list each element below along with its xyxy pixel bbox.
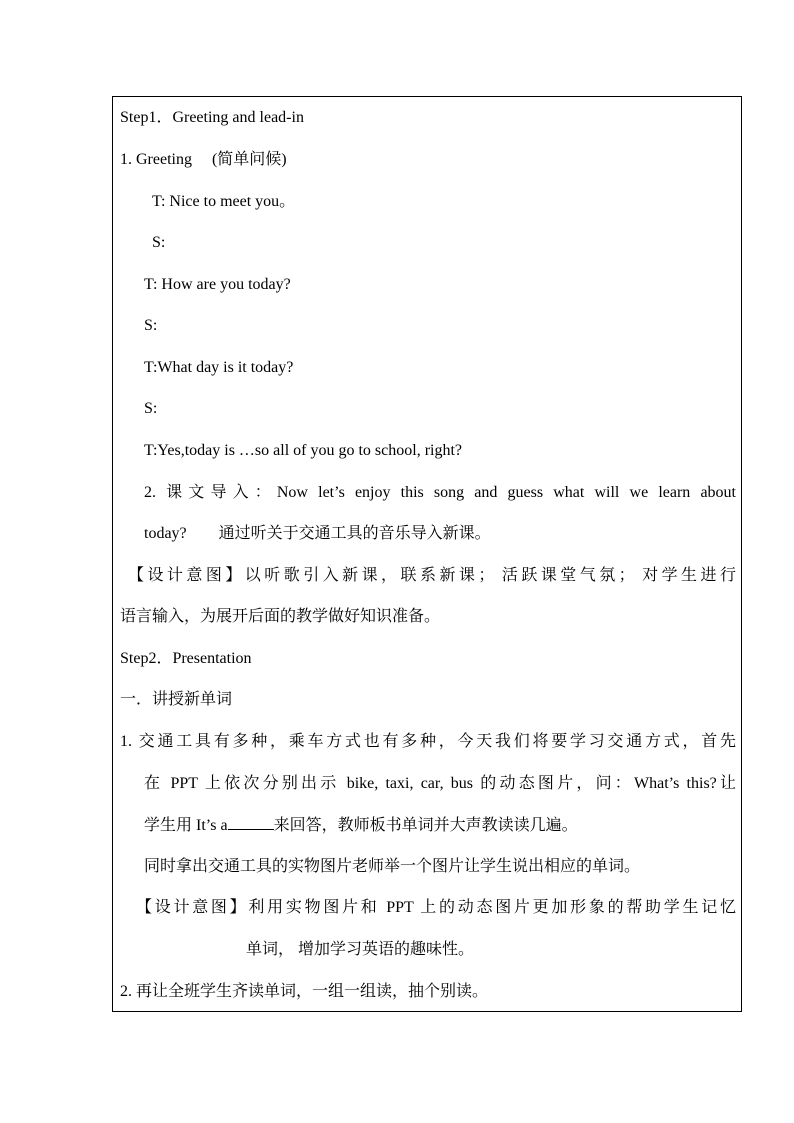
design-intent: 【设计意图】利用实物图片和 PPT 上的动态图片更加形象的帮助学生记忆 xyxy=(136,899,736,916)
vocab-item-post: 来回答，教师板书单词并大声教读读几遍。 xyxy=(273,817,578,834)
dialogue-line: S: xyxy=(144,400,158,417)
dialogue-line: T:Yes,today is …so all of you go to school, right? xyxy=(144,442,463,459)
design-intent-cont: 单词， 增加学习英语的趣味性。 xyxy=(246,941,475,958)
dialogue-line: T: Nice to meet you。 xyxy=(152,193,296,210)
vocab-item: 1. 交通工具有多种，乘车方式也有多种，今天我们将要学习交通方式，首先 xyxy=(120,733,736,750)
section-title: 一．讲授新单词 xyxy=(120,691,233,708)
step1-heading: Step1．Greeting and lead-in xyxy=(120,109,304,126)
lead-in-item: 2. 课文导入：Now let’s enjoy this song and guess what will we learn about xyxy=(144,484,736,501)
vocab-item-cont xyxy=(144,815,578,836)
dialogue-line: T: How are you today? xyxy=(144,276,291,293)
vocab-item-cont: 在 PPT 上依次分别出示 bike, taxi, car, bus 的动态图片，问：What’s this?让 xyxy=(144,775,736,792)
vocab-item-cont: 同时拿出交通工具的实物图片老师举一个图片让学生说出相应的单词。 xyxy=(144,858,641,875)
dialogue-line: T:What day is it today? xyxy=(144,359,294,376)
step2-heading: Step2．Presentation xyxy=(120,650,252,667)
design-intent-cont: 语言输入，为展开后面的教学做好知识准备。 xyxy=(120,608,441,625)
dialogue-line: S: xyxy=(144,317,158,334)
lead-in-item-cont: today? 通过听关于交通工具的音乐导入新课。 xyxy=(144,525,491,542)
greeting-item: 1. Greeting (简单问候) xyxy=(120,151,287,168)
fill-in-blank xyxy=(228,815,274,830)
read-aloud-item: 2. 再让全班学生齐读单词，一组一组读，抽个别读。 xyxy=(120,983,489,1000)
design-intent: 【设计意图】以听歌引入新课，联系新课； 活跃课堂气氛； 对学生进行 xyxy=(128,567,736,584)
dialogue-line: S: xyxy=(152,234,166,251)
vocab-item-pre: 学生用 It’s a xyxy=(144,817,228,834)
